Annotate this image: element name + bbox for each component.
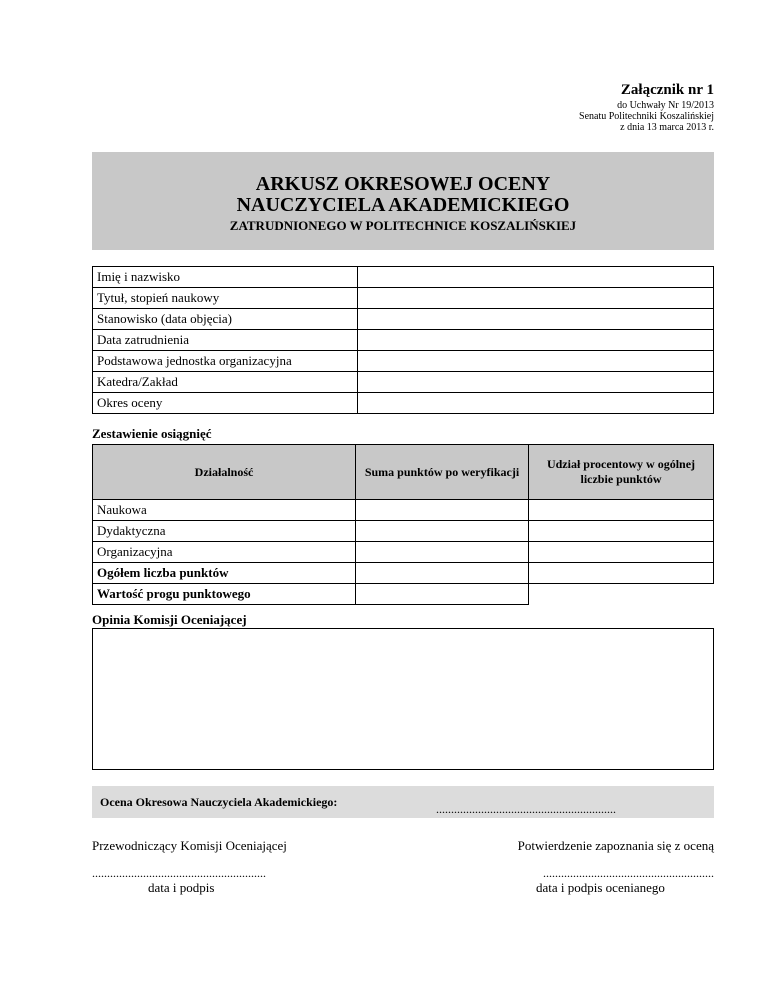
points-field[interactable] bbox=[356, 542, 529, 563]
grade-box bbox=[92, 786, 714, 818]
info-row-label: Imię i nazwisko bbox=[93, 267, 358, 288]
info-row-value-field[interactable] bbox=[358, 330, 714, 351]
percent-field[interactable] bbox=[529, 500, 714, 521]
achievement-row bbox=[93, 584, 714, 605]
points-field[interactable] bbox=[356, 521, 529, 542]
annex-title: Załącznik nr 1 bbox=[620, 82, 714, 98]
points-field[interactable] bbox=[356, 584, 529, 605]
chair-signature-title: Przewodniczący Komisji Oceniającej bbox=[92, 838, 287, 853]
chair-signature-line[interactable]: .......................................................... bbox=[92, 866, 266, 880]
opinion-field[interactable] bbox=[92, 628, 714, 770]
achievement-row bbox=[93, 542, 714, 563]
percent-field[interactable] bbox=[529, 521, 714, 542]
grade-value-field[interactable]: ............................................................ bbox=[436, 802, 616, 816]
achievements-table bbox=[92, 444, 714, 605]
subtitle: ZATRUDNIONEGO W POLITECHNICE KOSZALIŃSKIEJ bbox=[229, 218, 577, 233]
annex-resolution: do Uchwały Nr 19/2013 bbox=[617, 100, 714, 111]
info-row-label: Stanowisko (data objęcia) bbox=[93, 309, 358, 330]
title-line-2: NAUCZYCIELA AKADEMICKIEGO bbox=[236, 194, 570, 216]
title-box bbox=[92, 152, 714, 250]
acknowledgement-caption: data i podpis ocenianego bbox=[536, 880, 665, 895]
col-points-header: Suma punktów po weryfikacji bbox=[356, 445, 529, 500]
info-row-label: Okres oceny bbox=[93, 393, 358, 414]
info-row bbox=[93, 309, 714, 330]
points-field[interactable] bbox=[356, 500, 529, 521]
achievement-label: Naukowa bbox=[93, 500, 356, 521]
achievement-row bbox=[93, 521, 714, 542]
points-field[interactable] bbox=[356, 563, 529, 584]
info-row bbox=[93, 372, 714, 393]
info-row bbox=[93, 393, 714, 414]
achievement-label: Ogółem liczba punktów bbox=[93, 563, 356, 584]
acknowledgement-title: Potwierdzenie zapoznania się z oceną bbox=[517, 838, 714, 853]
annex-date: z dnia 13 marca 2013 r. bbox=[620, 122, 714, 133]
info-row-value-field[interactable] bbox=[358, 393, 714, 414]
info-row-value-field[interactable] bbox=[358, 267, 714, 288]
chair-signature-caption: data i podpis bbox=[148, 880, 215, 895]
info-row bbox=[93, 267, 714, 288]
info-row bbox=[93, 330, 714, 351]
col-activity-header: Działalność bbox=[93, 445, 356, 500]
info-row-value-field[interactable] bbox=[358, 309, 714, 330]
info-row-label: Tytuł, stopień naukowy bbox=[93, 288, 358, 309]
info-row-value-field[interactable] bbox=[358, 372, 714, 393]
achievement-row bbox=[93, 500, 714, 521]
percent-field[interactable] bbox=[529, 563, 714, 584]
percent-field[interactable] bbox=[529, 542, 714, 563]
info-row-label: Podstawowa jednostka organizacyjna bbox=[93, 351, 358, 372]
info-row bbox=[93, 288, 714, 309]
acknowledgement-signature-line[interactable]: ......................................................... bbox=[543, 866, 714, 880]
achievement-label: Organizacyjna bbox=[93, 542, 356, 563]
opinion-title: Opinia Komisji Oceniającej bbox=[92, 612, 247, 627]
title-line-1: ARKUSZ OKRESOWEJ OCENY bbox=[255, 173, 551, 195]
personal-info-table bbox=[92, 266, 714, 414]
info-row-label: Katedra/Zakład bbox=[93, 372, 358, 393]
achievement-label: Wartość progu punktowego bbox=[93, 584, 356, 605]
grade-label: Ocena Okresowa Nauczyciela Akademickiego: bbox=[100, 795, 338, 809]
info-row-value-field[interactable] bbox=[358, 288, 714, 309]
info-row bbox=[93, 351, 714, 372]
empty-cell bbox=[529, 584, 714, 605]
info-row-value-field[interactable] bbox=[358, 351, 714, 372]
achievement-row bbox=[93, 563, 714, 584]
annex-senate: Senatu Politechniki Koszalińskiej bbox=[579, 111, 714, 122]
achievements-title: Zestawienie osiągnięć bbox=[92, 426, 212, 441]
info-row-label: Data zatrudnienia bbox=[93, 330, 358, 351]
col-percent-header: Udział procentowy w ogólnej liczbie punktów bbox=[529, 445, 714, 500]
achievement-label: Dydaktyczna bbox=[93, 521, 356, 542]
